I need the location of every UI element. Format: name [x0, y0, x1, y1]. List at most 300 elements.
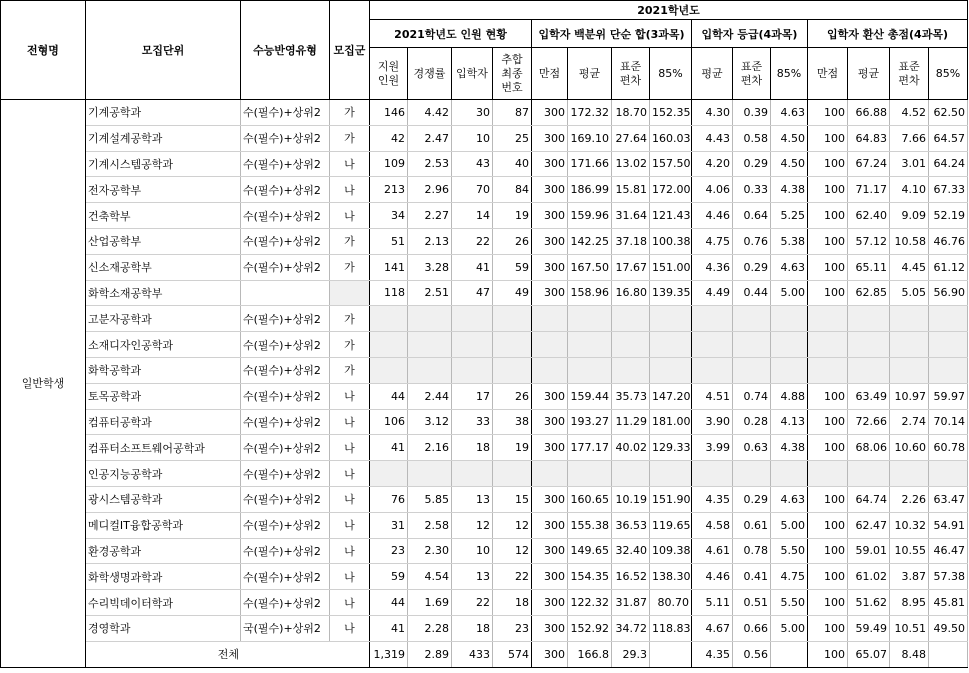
cell-c-sd	[890, 306, 929, 332]
cell-last: 40	[493, 151, 532, 177]
cell-last: 23	[493, 615, 532, 641]
cell-g-avg	[692, 332, 733, 358]
unit-cell: 인공지능공학과	[86, 461, 241, 487]
cell-last: 18	[493, 590, 532, 616]
cell-last: 15	[493, 486, 532, 512]
cell-g-avg: 4.43	[692, 125, 733, 151]
cell-ratio: 1.69	[408, 590, 452, 616]
table-row	[1, 564, 968, 590]
cell-ratio: 3.28	[408, 254, 452, 280]
cell-p-avg: 167.50	[568, 254, 612, 280]
group-cell: 나	[330, 151, 370, 177]
cell-g-85	[771, 306, 808, 332]
cell-c-full: 100	[808, 177, 848, 203]
cell-c-avg	[848, 332, 890, 358]
cell-admit: 18	[452, 435, 493, 461]
cell-c-sd: 10.32	[890, 512, 929, 538]
cell-p-full	[532, 461, 568, 487]
reflect-type-cell: 수(필수)+상위2	[241, 538, 330, 564]
cell-c-avg: 64.74	[848, 486, 890, 512]
group-cell: 가	[330, 306, 370, 332]
cell-p-full: 300	[532, 615, 568, 641]
total-p-sd: 29.3	[612, 641, 650, 667]
cell-last: 38	[493, 409, 532, 435]
cell-p-avg	[568, 357, 612, 383]
table-row	[1, 383, 968, 409]
unit-cell: 산업공학부	[86, 228, 241, 254]
cell-c-85: 62.50	[929, 100, 968, 126]
cell-last	[493, 357, 532, 383]
group-header-grade: 입학자 등급(4과목)	[692, 20, 808, 48]
cell-p-full: 300	[532, 538, 568, 564]
cell-g-sd: 0.29	[733, 151, 771, 177]
table-row	[1, 254, 968, 280]
cell-p-avg: 122.32	[568, 590, 612, 616]
cell-p-sd: 31.64	[612, 203, 650, 229]
cell-admit: 13	[452, 486, 493, 512]
cell-apply	[370, 332, 408, 358]
cell-c-full: 100	[808, 125, 848, 151]
cell-ratio	[408, 306, 452, 332]
cell-c-full: 100	[808, 203, 848, 229]
cell-admit: 14	[452, 203, 493, 229]
cell-c-85: 64.57	[929, 125, 968, 151]
cell-g-avg: 4.58	[692, 512, 733, 538]
cell-c-avg: 62.47	[848, 512, 890, 538]
unit-cell: 고분자공학과	[86, 306, 241, 332]
reflect-type-cell: 수(필수)+상위2	[241, 254, 330, 280]
group-cell: 나	[330, 461, 370, 487]
cell-c-full	[808, 357, 848, 383]
cell-c-85	[929, 306, 968, 332]
cell-p-sd: 13.02	[612, 151, 650, 177]
table-row	[1, 615, 968, 641]
group-cell: 나	[330, 409, 370, 435]
cell-c-sd: 7.66	[890, 125, 929, 151]
cell-apply: 34	[370, 203, 408, 229]
cell-c-sd: 3.01	[890, 151, 929, 177]
cell-g-avg: 3.99	[692, 435, 733, 461]
cell-p-sd: 16.52	[612, 564, 650, 590]
group-cell: 가	[330, 228, 370, 254]
cell-c-avg: 59.49	[848, 615, 890, 641]
cell-p-85: 129.33	[650, 435, 692, 461]
cell-ratio: 2.30	[408, 538, 452, 564]
cell-apply	[370, 357, 408, 383]
subheader-final-number: 추합 최종 번호	[493, 48, 532, 100]
unit-cell: 메디컬IT융합공학과	[86, 512, 241, 538]
cell-c-sd: 4.10	[890, 177, 929, 203]
total-ratio: 2.89	[408, 641, 452, 667]
cell-apply: 76	[370, 486, 408, 512]
total-c-85	[929, 641, 968, 667]
reflect-type-cell: 수(필수)+상위2	[241, 177, 330, 203]
subheader-grade-85: 85%	[771, 48, 808, 100]
cell-last	[493, 332, 532, 358]
cell-c-85: 45.81	[929, 590, 968, 616]
cell-g-avg: 4.67	[692, 615, 733, 641]
cell-p-full: 300	[532, 228, 568, 254]
reflect-type-cell: 수(필수)+상위2	[241, 332, 330, 358]
cell-c-avg: 51.62	[848, 590, 890, 616]
cell-g-85: 5.25	[771, 203, 808, 229]
cell-c-full: 100	[808, 486, 848, 512]
cell-g-85: 4.88	[771, 383, 808, 409]
cell-p-85: 80.70	[650, 590, 692, 616]
cell-apply: 146	[370, 100, 408, 126]
cell-g-85	[771, 461, 808, 487]
cell-last: 12	[493, 538, 532, 564]
cell-p-full: 300	[532, 435, 568, 461]
cell-p-sd: 27.64	[612, 125, 650, 151]
cell-ratio: 2.51	[408, 280, 452, 306]
cell-p-avg: 159.96	[568, 203, 612, 229]
cell-c-sd: 9.09	[890, 203, 929, 229]
cell-c-sd: 3.87	[890, 564, 929, 590]
cell-p-85	[650, 332, 692, 358]
cell-admit: 18	[452, 615, 493, 641]
cell-c-full: 100	[808, 512, 848, 538]
cell-p-avg: 159.44	[568, 383, 612, 409]
cell-ratio: 2.96	[408, 177, 452, 203]
cell-apply: 41	[370, 615, 408, 641]
cell-p-85: 121.43	[650, 203, 692, 229]
cell-apply	[370, 461, 408, 487]
cell-last	[493, 306, 532, 332]
cell-g-avg: 4.35	[692, 486, 733, 512]
cell-p-full: 300	[532, 512, 568, 538]
cell-p-85: 147.20	[650, 383, 692, 409]
cell-p-85: 139.35	[650, 280, 692, 306]
cell-c-full: 100	[808, 564, 848, 590]
cell-p-sd: 35.73	[612, 383, 650, 409]
cell-p-sd: 10.19	[612, 486, 650, 512]
cell-p-avg: 154.35	[568, 564, 612, 590]
cell-admit	[452, 357, 493, 383]
cell-g-85: 5.38	[771, 228, 808, 254]
group-cell: 나	[330, 512, 370, 538]
cell-p-85: 138.30	[650, 564, 692, 590]
cell-p-avg: 142.25	[568, 228, 612, 254]
cell-p-avg: 160.65	[568, 486, 612, 512]
reflect-type-cell: 수(필수)+상위2	[241, 512, 330, 538]
cell-c-sd: 10.97	[890, 383, 929, 409]
cell-g-sd: 0.39	[733, 100, 771, 126]
col-header-unit: 모집단위	[86, 1, 241, 100]
cell-g-avg	[692, 357, 733, 383]
reflect-type-cell: 수(필수)+상위2	[241, 228, 330, 254]
col-header-reflect: 수능반영유형	[241, 1, 330, 100]
table-row	[1, 306, 968, 332]
cell-p-85: 160.03	[650, 125, 692, 151]
cell-g-avg	[692, 461, 733, 487]
cell-p-full	[532, 357, 568, 383]
col-header-group: 모집군	[330, 1, 370, 100]
cell-p-full: 300	[532, 151, 568, 177]
cell-c-full: 100	[808, 151, 848, 177]
cell-g-sd: 0.61	[733, 512, 771, 538]
cell-g-85: 4.50	[771, 151, 808, 177]
cell-c-avg	[848, 306, 890, 332]
reflect-type-cell	[241, 280, 330, 306]
cell-p-full: 300	[532, 177, 568, 203]
cell-g-avg: 4.51	[692, 383, 733, 409]
cell-p-full: 300	[532, 100, 568, 126]
subheader-admitted: 입학자	[452, 48, 493, 100]
reflect-type-cell: 수(필수)+상위2	[241, 306, 330, 332]
cell-apply: 44	[370, 590, 408, 616]
cell-c-sd: 10.58	[890, 228, 929, 254]
cell-p-full: 300	[532, 254, 568, 280]
cell-p-avg	[568, 306, 612, 332]
cell-c-full: 100	[808, 383, 848, 409]
cell-g-sd: 0.44	[733, 280, 771, 306]
unit-cell: 화학생명과학과	[86, 564, 241, 590]
subheader-conv-avg: 평균	[848, 48, 890, 100]
group-header-converted: 입학자 환산 총점(4과목)	[808, 20, 968, 48]
cell-p-sd: 16.80	[612, 280, 650, 306]
cell-p-full: 300	[532, 590, 568, 616]
cell-p-sd: 32.40	[612, 538, 650, 564]
cell-p-85: 100.38	[650, 228, 692, 254]
cell-c-85: 64.24	[929, 151, 968, 177]
subheader-pct-sd: 표준 편차	[612, 48, 650, 100]
cell-g-85	[771, 332, 808, 358]
table-row	[1, 461, 968, 487]
cell-g-avg	[692, 306, 733, 332]
cell-g-sd: 0.76	[733, 228, 771, 254]
unit-cell: 광시스템공학과	[86, 486, 241, 512]
cell-p-sd: 37.18	[612, 228, 650, 254]
cell-p-avg: 169.10	[568, 125, 612, 151]
group-cell: 나	[330, 564, 370, 590]
cell-p-sd: 31.87	[612, 590, 650, 616]
cell-p-sd: 17.67	[612, 254, 650, 280]
year-header: 2021학년도	[370, 1, 968, 20]
cell-last: 84	[493, 177, 532, 203]
unit-cell: 토목공학과	[86, 383, 241, 409]
table-row	[1, 125, 968, 151]
group-cell: 나	[330, 203, 370, 229]
cell-c-full: 100	[808, 100, 848, 126]
subheader-applicants: 지원 인원	[370, 48, 408, 100]
cell-c-full: 100	[808, 254, 848, 280]
cell-c-avg: 61.02	[848, 564, 890, 590]
unit-cell: 경영학과	[86, 615, 241, 641]
cell-apply: 44	[370, 383, 408, 409]
subheader-grade-avg: 평균	[692, 48, 733, 100]
cell-admit: 70	[452, 177, 493, 203]
total-last: 574	[493, 641, 532, 667]
cell-last: 49	[493, 280, 532, 306]
cell-g-sd: 0.58	[733, 125, 771, 151]
cell-c-avg: 62.40	[848, 203, 890, 229]
subheader-grade-sd: 표준 편차	[733, 48, 771, 100]
total-admit: 433	[452, 641, 493, 667]
cell-p-sd: 15.81	[612, 177, 650, 203]
cell-c-avg: 62.85	[848, 280, 890, 306]
cell-c-85: 59.97	[929, 383, 968, 409]
cell-c-sd: 10.51	[890, 615, 929, 641]
total-c-full: 100	[808, 641, 848, 667]
cell-admit: 22	[452, 590, 493, 616]
reflect-type-cell: 국(필수)+상위2	[241, 615, 330, 641]
cell-c-full: 100	[808, 280, 848, 306]
table-row	[1, 486, 968, 512]
cell-g-avg: 4.30	[692, 100, 733, 126]
cell-apply: 109	[370, 151, 408, 177]
cell-p-avg: 186.99	[568, 177, 612, 203]
cell-ratio: 2.47	[408, 125, 452, 151]
cell-ratio: 2.58	[408, 512, 452, 538]
cell-c-85	[929, 461, 968, 487]
cell-g-avg: 4.49	[692, 280, 733, 306]
cell-g-85: 4.63	[771, 100, 808, 126]
cell-p-avg: 149.65	[568, 538, 612, 564]
cell-c-full: 100	[808, 615, 848, 641]
cell-g-sd	[733, 332, 771, 358]
cell-apply	[370, 306, 408, 332]
cell-p-full: 300	[532, 486, 568, 512]
cell-c-85: 54.91	[929, 512, 968, 538]
cell-g-avg: 4.36	[692, 254, 733, 280]
cell-p-85: 181.00	[650, 409, 692, 435]
cell-c-sd: 4.45	[890, 254, 929, 280]
cell-c-85: 52.19	[929, 203, 968, 229]
cell-ratio: 2.13	[408, 228, 452, 254]
total-c-avg: 65.07	[848, 641, 890, 667]
table-row	[1, 332, 968, 358]
cell-admit: 33	[452, 409, 493, 435]
unit-cell: 기계공학과	[86, 100, 241, 126]
cell-ratio: 2.16	[408, 435, 452, 461]
cell-ratio: 2.53	[408, 151, 452, 177]
cell-g-sd: 0.29	[733, 254, 771, 280]
total-g-sd: 0.56	[733, 641, 771, 667]
total-p-full: 300	[532, 641, 568, 667]
group-cell: 나	[330, 590, 370, 616]
cell-p-85: 172.00	[650, 177, 692, 203]
cell-p-sd: 34.72	[612, 615, 650, 641]
cell-g-sd: 0.28	[733, 409, 771, 435]
admission-type-cell: 일반학생	[1, 100, 86, 668]
cell-p-sd	[612, 357, 650, 383]
cell-apply: 141	[370, 254, 408, 280]
unit-cell: 환경공학과	[86, 538, 241, 564]
unit-cell: 컴퓨터공학과	[86, 409, 241, 435]
total-g-85	[771, 641, 808, 667]
cell-c-avg: 68.06	[848, 435, 890, 461]
cell-c-full: 100	[808, 435, 848, 461]
table-row	[1, 228, 968, 254]
group-cell: 가	[330, 125, 370, 151]
cell-p-sd	[612, 306, 650, 332]
col-header-type: 전형명	[1, 1, 86, 100]
cell-g-sd: 0.29	[733, 486, 771, 512]
cell-p-sd	[612, 461, 650, 487]
cell-g-85	[771, 357, 808, 383]
cell-p-full	[532, 306, 568, 332]
table-row	[1, 409, 968, 435]
cell-g-sd: 0.78	[733, 538, 771, 564]
cell-last	[493, 461, 532, 487]
unit-cell: 소재디자인공학과	[86, 332, 241, 358]
cell-c-avg	[848, 357, 890, 383]
unit-cell: 신소재공학부	[86, 254, 241, 280]
cell-p-full: 300	[532, 564, 568, 590]
group-header-percentile: 입학자 백분위 단순 합(3과목)	[532, 20, 692, 48]
cell-c-sd	[890, 332, 929, 358]
group-cell: 나	[330, 435, 370, 461]
cell-c-avg: 57.12	[848, 228, 890, 254]
cell-c-85: 57.38	[929, 564, 968, 590]
table-row	[1, 151, 968, 177]
unit-cell: 기계시스템공학과	[86, 151, 241, 177]
group-cell: 나	[330, 486, 370, 512]
reflect-type-cell: 수(필수)+상위2	[241, 590, 330, 616]
cell-p-sd: 36.53	[612, 512, 650, 538]
cell-admit: 10	[452, 125, 493, 151]
cell-apply: 118	[370, 280, 408, 306]
cell-c-full	[808, 306, 848, 332]
group-header-status: 2021학년도 인원 현황	[370, 20, 532, 48]
cell-admit	[452, 332, 493, 358]
cell-c-sd: 10.55	[890, 538, 929, 564]
cell-c-full: 100	[808, 538, 848, 564]
cell-c-85	[929, 357, 968, 383]
group-cell: 가	[330, 357, 370, 383]
cell-last: 19	[493, 435, 532, 461]
cell-g-sd	[733, 461, 771, 487]
group-cell: 나	[330, 383, 370, 409]
cell-admit: 17	[452, 383, 493, 409]
table-row	[1, 590, 968, 616]
reflect-type-cell: 수(필수)+상위2	[241, 409, 330, 435]
cell-ratio: 3.12	[408, 409, 452, 435]
cell-p-avg: 155.38	[568, 512, 612, 538]
cell-admit: 10	[452, 538, 493, 564]
cell-g-85: 5.50	[771, 538, 808, 564]
total-p-avg: 166.8	[568, 641, 612, 667]
subheader-conv-full: 만점	[808, 48, 848, 100]
cell-c-85	[929, 332, 968, 358]
subheader-pct-85: 85%	[650, 48, 692, 100]
cell-apply: 106	[370, 409, 408, 435]
cell-ratio: 2.28	[408, 615, 452, 641]
cell-c-sd: 2.74	[890, 409, 929, 435]
group-cell: 가	[330, 332, 370, 358]
cell-c-avg: 63.49	[848, 383, 890, 409]
total-g-avg: 4.35	[692, 641, 733, 667]
total-label: 전체	[86, 641, 370, 667]
cell-c-sd: 4.52	[890, 100, 929, 126]
cell-g-85: 5.00	[771, 615, 808, 641]
unit-cell: 화학소재공학부	[86, 280, 241, 306]
cell-p-avg: 171.66	[568, 151, 612, 177]
table-row	[1, 100, 968, 126]
cell-g-85: 5.00	[771, 512, 808, 538]
cell-p-85: 152.35	[650, 100, 692, 126]
cell-p-sd: 18.70	[612, 100, 650, 126]
cell-p-sd: 40.02	[612, 435, 650, 461]
cell-p-85: 151.00	[650, 254, 692, 280]
table-row	[1, 538, 968, 564]
cell-p-85: 157.50	[650, 151, 692, 177]
cell-g-avg: 4.06	[692, 177, 733, 203]
cell-g-sd: 0.41	[733, 564, 771, 590]
table-row	[1, 357, 968, 383]
cell-admit: 22	[452, 228, 493, 254]
